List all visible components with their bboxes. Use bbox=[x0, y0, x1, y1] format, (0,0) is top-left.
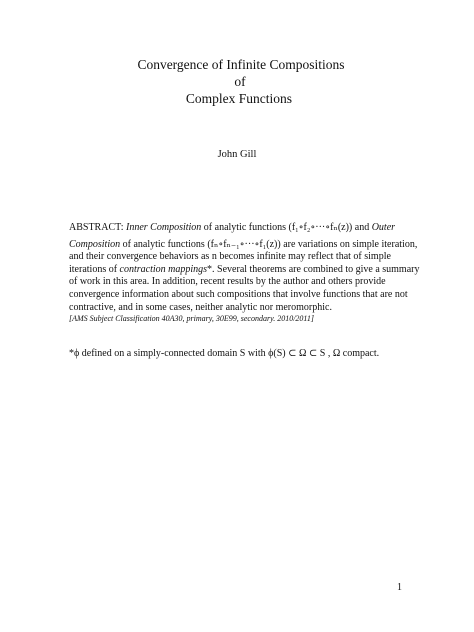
abstract-block bbox=[69, 222, 420, 324]
footnote: *ϕ defined on a simply-connected domain S with ϕ(S) ⊂ Ω ⊂ S , Ω compact. bbox=[69, 348, 380, 359]
abstract-line-2 bbox=[69, 238, 418, 252]
abstract-line-4 bbox=[69, 263, 420, 277]
abstract-line-5: of work in this area. In addition, recent results by the author and others provide bbox=[69, 276, 386, 288]
outer-composition-formula: fₙ∘fₙ₋₁∘···∘f₁(z) bbox=[210, 238, 278, 250]
author-name: John Gill bbox=[217, 149, 257, 160]
title-line-3: Complex Functions bbox=[185, 91, 293, 106]
abstract-text: of analytic functions ( bbox=[122, 238, 211, 250]
contraction-mappings-term: contraction mappings bbox=[119, 263, 208, 275]
title-line-2: of bbox=[234, 74, 246, 89]
title-line-1: Convergence of Infinite Compositions bbox=[137, 57, 345, 72]
inner-composition-term: Inner Composition bbox=[126, 222, 202, 233]
outer-term-b: Composition bbox=[69, 238, 121, 250]
abstract-label: ABSTRACT: bbox=[69, 222, 124, 233]
abstract-line-3: and their convergence behaviors as n becomes infinite may reflect that of simple bbox=[69, 251, 391, 263]
ams-classification: [AMS Subject Classification 40A30, primary, 30E99, secondary. 2010/2011] bbox=[69, 314, 314, 324]
inner-composition-formula: f₁∘f₂∘···∘fₙ(z) bbox=[291, 222, 349, 233]
page-number: 1 bbox=[397, 582, 402, 593]
abstract-line-7: contractive, and in some cases, neither analytic nor meromorphic. bbox=[69, 301, 332, 313]
abstract-text: ) and bbox=[348, 222, 370, 233]
abstract-line-1 bbox=[69, 222, 409, 235]
abstract-line-6: convergence information about such compositions that involve functions that are not bbox=[69, 288, 408, 300]
abstract-text: of analytic functions ( bbox=[203, 222, 292, 233]
abstract-text: iterations of bbox=[69, 263, 120, 275]
abstract-text: *. Several theorems are combined to give a summary bbox=[207, 263, 420, 275]
paper-title bbox=[0, 56, 474, 107]
abstract-text: ) are variations on simple iteration, bbox=[277, 238, 418, 250]
outer-term-a: Outer bbox=[371, 222, 396, 233]
